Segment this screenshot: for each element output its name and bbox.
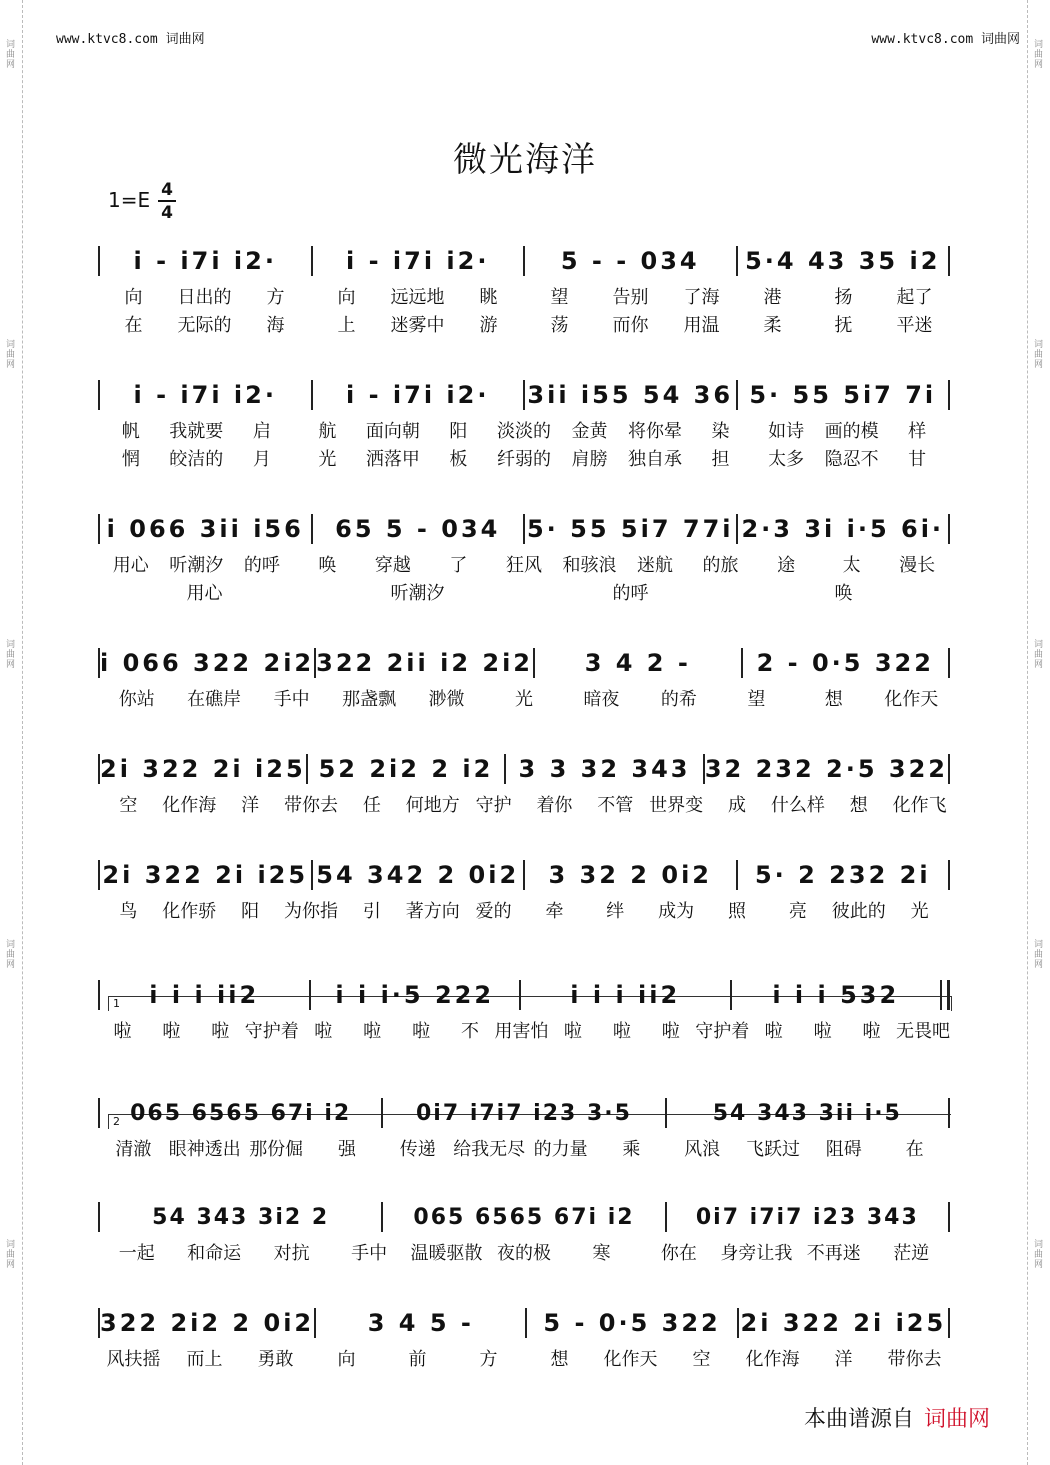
lyric-word: 茫逆 [893,1243,930,1264]
lyric-word: 和命运 [187,1243,242,1264]
lyric-word: 啦 [211,1021,230,1042]
lyric-word: 乘 [622,1139,641,1160]
lyric-word: 前 [408,1349,427,1370]
lyric-word: 惘 [121,449,140,470]
lyric-word: 给我无尽 [453,1139,526,1160]
lyric-word: 渺微 [428,689,465,710]
measure: 54 343 3i2 2 [152,1204,330,1230]
lyric-word: 隐忍不 [824,449,879,470]
lyric-word: 化作天 [884,689,939,710]
lyric-word: 为你指 [284,901,338,922]
lyric-word: 空 [119,795,138,816]
measure: i 066 3ii i56 [106,515,304,543]
edge-watermark: 词曲网 [1034,940,1044,970]
lyric-word: 无际的 [177,315,232,336]
lyric-word: 启 [252,421,271,442]
source-label: 本曲谱源自 [803,1407,914,1432]
measure: i i i ii2 [149,981,260,1009]
edge-watermark: 词曲网 [6,1240,16,1270]
lyric-word: 洋 [241,795,260,816]
lyric-word: 手中 [273,689,310,710]
lyric-word: 啦 [612,1021,631,1042]
lyric-word: 平迷 [896,315,933,336]
lyric-word: 和骇浪 [562,555,617,576]
lyric-word: 纤弱的 [496,449,551,470]
measure: 2 - 0·5 322 [756,649,934,677]
measure: 322 2ii i2 2i2 [316,649,533,677]
lyric-word: 抚 [834,315,853,336]
staff-system [98,1196,950,1266]
measure: i - i7i i2· [133,247,277,275]
lyric-word: 何地方 [405,795,460,816]
lyric-word: 听潮汐 [169,555,224,576]
staff-system [98,508,950,606]
lyric-word: 告别 [612,287,649,308]
lyric-word: 洋 [834,1349,853,1370]
staff-system [98,854,950,924]
lyric-word: 迷航 [637,555,674,576]
lyric-line-verse-1 [98,1016,950,1044]
time-signature-bottom: 4 [161,203,173,223]
lyric-word: 化作骄 [162,901,217,922]
lyric-word: 任 [362,795,381,816]
lyric-word: 我就要 [169,421,224,442]
lyric-word: 阳 [241,901,260,922]
lyric-word: 一起 [118,1243,155,1264]
lyric-word: 甘 [908,449,927,470]
lyric-word: 亮 [788,901,807,922]
lyric-word: 守护 [475,795,512,816]
lyric-word: 手中 [351,1243,388,1264]
note-row [98,642,950,684]
key-signature: 1=E [108,188,151,212]
lyric-word: 的力量 [533,1139,588,1160]
note-row [98,1092,950,1134]
lyric-word: 扬 [834,287,853,308]
measure: 54 343 3ii i·5 [712,1100,902,1126]
lyric-word: 向 [337,287,356,308]
measure: 3 4 5 - [367,1309,474,1337]
lyric-word: 方 [479,1349,498,1370]
lyric-word: 染 [711,421,730,442]
lyric-word: 听潮汐 [390,583,445,604]
lyric-word: 穿越 [374,555,411,576]
lyric-word: 向 [337,1349,356,1370]
lyric-word: 空 [692,1349,711,1370]
lyric-word: 日出的 [177,287,232,308]
lyric-word: 样 [908,421,927,442]
lyric-word: 寒 [592,1243,611,1264]
barline [948,1098,950,1128]
lyric-word: 用心 [112,555,149,576]
lyric-word: 如诗 [768,421,805,442]
measure: 5·4 43 35 i2 [745,247,941,275]
lyric-word: 那份倔 [249,1139,304,1160]
lyric-word: 的旅 [702,555,739,576]
lyric-word: 想 [849,795,868,816]
lyric-line-verse-1 [98,1344,950,1372]
lyric-word: 那盏飘 [342,689,397,710]
note-row [98,508,950,550]
lyric-word: 向 [124,287,143,308]
lyric-word: 啦 [661,1021,680,1042]
staff-system [98,642,950,712]
lyric-word: 对抗 [273,1243,310,1264]
lyric-word: 温暖驱散 [410,1243,483,1264]
barline [948,514,950,544]
lyric-word: 阻碍 [825,1139,862,1160]
note-row [98,1302,950,1344]
staff-system [98,974,950,1044]
lyric-word: 守护着 [695,1021,750,1042]
lyric-word: 彼此的 [831,901,886,922]
lyric-word: 航 [318,421,337,442]
lyric-word: 啦 [162,1021,181,1042]
edge-watermark: 词曲网 [1034,1240,1044,1270]
lyric-line-verse-1 [98,684,950,712]
lyric-word: 带你去 [887,1349,942,1370]
lyric-word: 眺 [479,287,498,308]
fraction-bar [158,200,176,202]
lyric-word: 啦 [412,1021,431,1042]
lyric-word: 担 [711,449,730,470]
measure: 322 2i2 2 0i2 [100,1309,315,1337]
barline [948,380,950,410]
lyric-word: 而上 [186,1349,223,1370]
lyric-word: 鸟 [119,901,138,922]
lyric-word: 守护着 [244,1021,299,1042]
measure: 65 5 - 034 [335,515,501,543]
lyric-word: 啦 [314,1021,333,1042]
lyric-word: 无畏吧 [895,1021,950,1042]
lyric-word: 港 [763,287,782,308]
repeat-barline [940,980,950,1010]
source-site-link[interactable]: 词曲网 [923,1407,990,1432]
staff-system [98,1092,950,1162]
lyric-word: 你站 [118,689,155,710]
right-margin-strip [1027,0,1050,1465]
lyric-word: 化作海 [162,795,217,816]
site-link-right[interactable]: www.ktvc8.com 词曲网 [871,32,1020,47]
lyric-word: 望 [550,287,569,308]
lyric-word: 太 [842,555,861,576]
measure: 5· 55 5i7 77i [526,515,734,543]
lyric-line-verse-1 [98,550,950,578]
source-credit [804,1402,990,1433]
measure: 2i 322 2i i25 [102,861,309,889]
lyric-word: 将你晕 [628,421,683,442]
lyric-word: 柔 [763,315,782,336]
lyric-word: 荡 [550,315,569,336]
lyric-word: 带你去 [284,795,338,816]
measure: 5· 2 232 2i [754,861,931,889]
lyric-word: 方 [266,287,285,308]
measure: 32 232 2·5 322 [704,755,949,783]
lyric-word: 在 [124,315,143,336]
lyric-word: 风浪 [684,1139,721,1160]
lyric-word: 在礁岸 [187,689,242,710]
lyric-word: 望 [747,689,766,710]
lyric-word: 什么样 [770,795,825,816]
lyric-word: 勇敢 [257,1349,294,1370]
lyric-word: 淡淡的 [496,421,551,442]
lyric-line-verse-1 [98,282,950,310]
note-row [98,240,950,282]
measure: i - i7i i2· [133,381,277,409]
lyric-word: 光 [514,689,533,710]
site-link-left[interactable]: www.ktvc8.com 词曲网 [56,32,205,47]
lyric-word: 帆 [121,421,140,442]
measure: 2i 322 2i i25 [100,755,306,783]
measure: 5· 55 5i7 7i [749,381,937,409]
lyric-word: 在 [905,1139,924,1160]
lyric-word: 的呼 [612,583,649,604]
measure: 2·3 3i i·5 6i· [741,515,945,543]
measure: 3 32 2 0i2 [548,861,712,889]
lyric-word: 海 [266,315,285,336]
lyric-word: 用害怕 [494,1021,549,1042]
lyric-word: 成为 [658,901,695,922]
lyric-word: 身旁让我 [720,1243,793,1264]
lyric-line-verse-2 [98,578,950,606]
edge-watermark: 词曲网 [1034,340,1044,370]
measure: i 066 322 2i2 [100,649,315,677]
lyric-word: 着你 [536,795,573,816]
lyric-word: 啦 [862,1021,881,1042]
lyric-word: 飞跃过 [745,1139,800,1160]
measure: 0i7 i7i7 i23 343 [695,1204,919,1230]
lyric-word: 了 [449,555,468,576]
time-signature [158,180,176,223]
edge-watermark: 词曲网 [6,940,16,970]
lyric-line-verse-1 [98,1134,950,1162]
note-row [98,1196,950,1238]
measure: 52 2i2 2 i2 [318,755,494,783]
lyric-word: 迷雾中 [390,315,445,336]
lyric-word: 的呼 [243,555,280,576]
staff-system [98,748,950,818]
lyric-word: 成 [728,795,747,816]
lyric-line-verse-2 [98,310,950,338]
lyric-word: 绊 [606,901,625,922]
lyric-word: 清澈 [115,1139,152,1160]
lyric-word: 啦 [363,1021,382,1042]
edge-watermark: 词曲网 [1034,40,1044,70]
lyric-word: 啦 [113,1021,132,1042]
edge-watermark: 词曲网 [6,640,16,670]
lyric-word: 传递 [399,1139,436,1160]
measure: i - i7i i2· [346,247,490,275]
lyric-word: 不再迷 [806,1243,861,1264]
staff-system [98,1302,950,1372]
lyric-word: 你在 [660,1243,697,1264]
song-title: 微光海洋 [453,140,597,180]
lyric-word: 强 [337,1139,356,1160]
measure: i i i ii2 [570,981,681,1009]
note-row [98,974,950,1016]
lyric-word: 想 [824,689,843,710]
lyric-word: 画的模 [824,421,879,442]
lyric-word: 想 [550,1349,569,1370]
lyric-word: 暗夜 [583,689,620,710]
lyric-word: 唤 [834,583,853,604]
lyric-line-verse-1 [98,416,950,444]
lyric-word: 爱的 [475,901,512,922]
lyric-word: 狂风 [505,555,542,576]
lyric-word: 肩膀 [571,449,608,470]
lyric-word: 漫长 [899,555,936,576]
staff-system [98,240,950,338]
measure: 3 4 2 - [584,649,691,677]
lyric-word: 远远地 [390,287,445,308]
time-signature-top: 4 [161,180,173,200]
lyric-word: 不 [460,1021,479,1042]
lyric-word: 洒落甲 [365,449,420,470]
note-row [98,748,950,790]
lyric-word: 啦 [563,1021,582,1042]
measure: i i i·5 222 [335,981,495,1009]
lyric-word: 起了 [896,287,933,308]
lyric-word: 月 [252,449,271,470]
lyric-word: 照 [728,901,747,922]
lyric-word: 眼神透出 [168,1139,241,1160]
edge-watermark: 词曲网 [6,40,16,70]
lyric-word: 化作天 [603,1349,658,1370]
measure: i i i 532 [772,981,900,1009]
measure: 065 6565 67i i2 [413,1204,635,1230]
lyric-word: 夜的极 [496,1243,551,1264]
volta-bracket: 2 [108,1114,951,1129]
measure: 54 342 2 0i2 [316,861,520,889]
lyric-word: 牵 [545,901,564,922]
lyric-word: 板 [449,449,468,470]
lyric-word: 引 [362,901,381,922]
measure: 065 6565 67i i2 [130,1100,352,1126]
lyric-line-verse-1 [98,896,950,924]
barline [948,754,950,784]
measure: 3 3 32 343 [518,755,691,783]
measure: 2i 322 2i i25 [740,1309,947,1337]
lyric-word: 游 [479,315,498,336]
lyric-word: 的希 [660,689,697,710]
lyric-word: 而你 [612,315,649,336]
edge-watermark: 词曲网 [6,340,16,370]
lyric-word: 独自承 [628,449,683,470]
lyric-word: 化作飞 [892,795,947,816]
measure: i - i7i i2· [346,381,490,409]
barline [948,246,950,276]
lyric-word: 途 [777,555,796,576]
measure: 5 - - 034 [560,247,700,275]
volta-bracket: 1 [108,996,952,1011]
lyric-word: 了海 [683,287,720,308]
measure: 5 - 0·5 322 [543,1309,721,1337]
lyric-word: 啦 [813,1021,832,1042]
barline [948,1202,950,1232]
left-margin-strip [0,0,23,1465]
note-row [98,854,950,896]
lyric-word: 著方向 [405,901,460,922]
lyric-word: 上 [337,315,356,336]
lyric-word: 不管 [597,795,634,816]
barline [948,860,950,890]
lyric-word: 皎洁的 [169,449,224,470]
note-row [98,374,950,416]
lyric-word: 世界变 [649,795,704,816]
lyric-line-verse-2 [98,444,950,472]
lyric-word: 啦 [764,1021,783,1042]
lyric-word: 阳 [449,421,468,442]
staff-system [98,374,950,472]
lyric-word: 面向朝 [365,421,420,442]
lyric-word: 光 [318,449,337,470]
lyric-word: 风扶摇 [106,1349,161,1370]
barline [948,648,950,678]
lyric-line-verse-1 [98,790,950,818]
barline [948,1308,950,1338]
lyric-word: 化作海 [745,1349,800,1370]
edge-watermark: 词曲网 [1034,640,1044,670]
lyric-word: 用温 [683,315,720,336]
lyric-word: 用心 [186,583,223,604]
lyric-line-verse-1 [98,1238,950,1266]
lyric-word: 金黄 [571,421,608,442]
lyric-word: 光 [910,901,929,922]
lyric-word: 唤 [318,555,337,576]
measure: 3ii i55 54 36 [527,381,734,409]
lyric-word: 太多 [768,449,805,470]
measure: 0i7 i7i7 i23 3·5 [416,1100,632,1126]
